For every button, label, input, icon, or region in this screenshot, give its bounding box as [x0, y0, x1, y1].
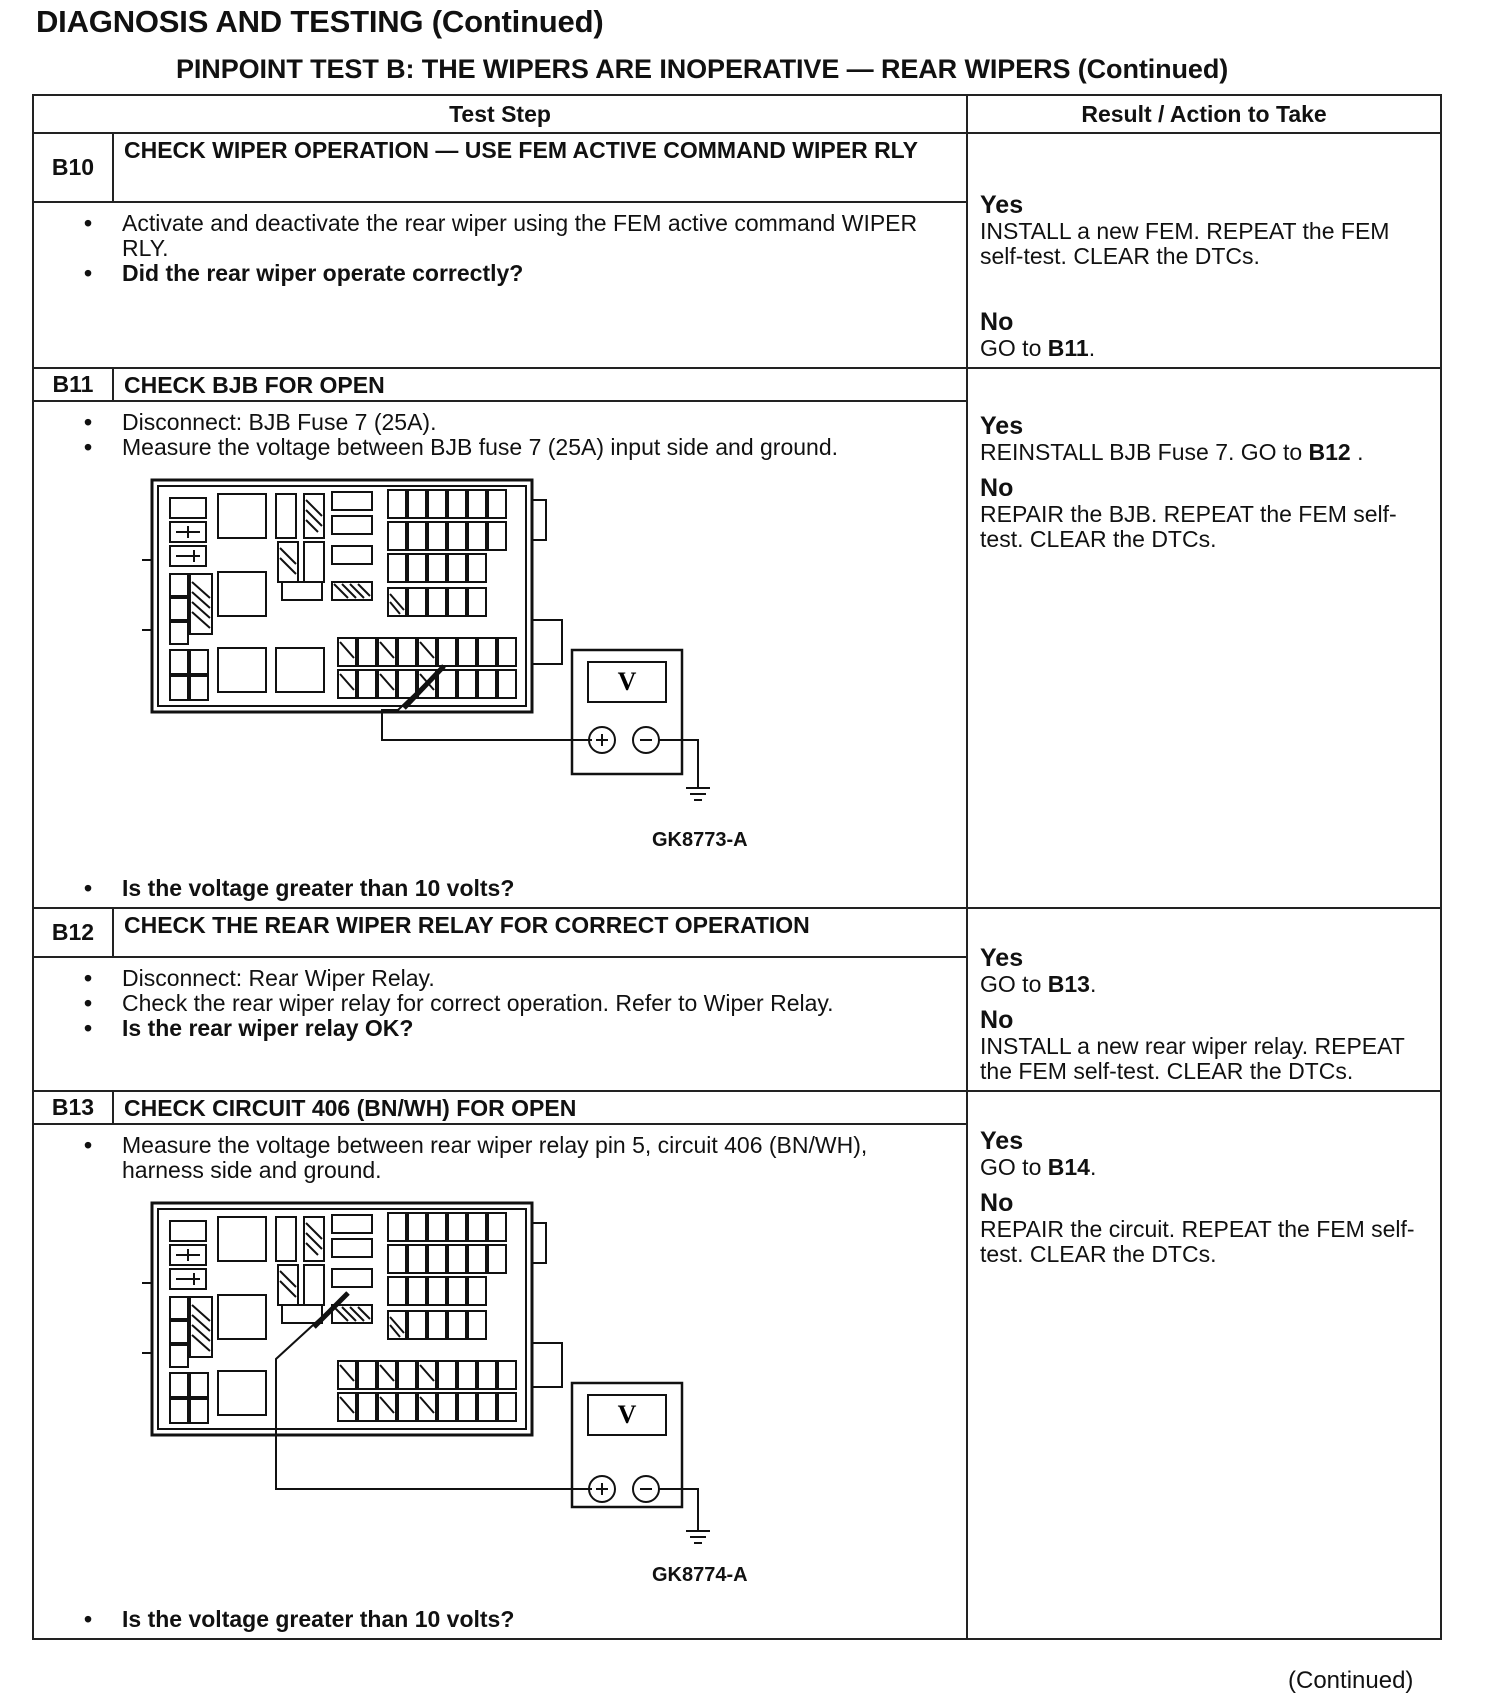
result-header: Result / Action to Take — [967, 95, 1441, 133]
step-result — [967, 133, 1441, 368]
ground-lead — [659, 740, 698, 788]
bjb-fuse-box-diagram — [142, 470, 842, 840]
probe-lead — [382, 666, 592, 740]
step-reference: B11 — [1047, 335, 1089, 361]
step-title: CHECK THE REAR WIPER RELAY FOR CORRECT OPERATION — [113, 908, 967, 957]
list-item: • Is the voltage greater than 10 volts? — [82, 876, 946, 901]
step-b11-title-row — [33, 368, 1441, 401]
fuse-grid — [388, 1213, 506, 1339]
yes-action: REINSTALL BJB Fuse 7. GO to B12 . — [980, 439, 1364, 465]
step-title: CHECK WIPER OPERATION — USE FEM ACTIVE COMMAND WIPER RLY — [113, 133, 967, 202]
step-reference: B14 — [1047, 1154, 1090, 1180]
yes-label: Yes — [980, 191, 1024, 219]
step-result — [967, 1091, 1441, 1639]
fuse-box-figure — [142, 470, 902, 870]
yes-label: Yes — [980, 1127, 1024, 1155]
probe-lead — [276, 1293, 592, 1489]
step-body — [33, 401, 967, 908]
step-id: B10 — [33, 133, 113, 202]
no-label: No — [980, 1189, 1014, 1217]
no-label: No — [980, 308, 1014, 336]
step-id: B13 — [33, 1091, 113, 1124]
list-item: • Measure the voltage between BJB fuse 7 (25A) input side and ground. — [82, 435, 946, 460]
step-b13-title-row — [33, 1091, 1441, 1124]
no-label: No — [980, 474, 1014, 502]
step-body — [33, 957, 967, 1091]
list-item: • Activate and deactivate the rear wiper using the FEM active command WIPER RLY. — [82, 211, 946, 261]
continued-label: (Continued) — [1288, 1667, 1414, 1694]
list-item: • Disconnect: Rear Wiper Relay. — [82, 966, 946, 991]
no-label: No — [980, 1006, 1014, 1034]
ground-lead — [659, 1489, 698, 1531]
bjb-fuse-box-diagram — [142, 1193, 842, 1563]
step-result — [967, 908, 1441, 1091]
step-b10-title-row — [33, 133, 1441, 202]
list-item: • Did the rear wiper operate correctly? — [82, 261, 946, 286]
step-title: CHECK CIRCUIT 406 (BN/WH) FOR OPEN — [113, 1091, 967, 1124]
yes-action: INSTALL a new FEM. REPEAT the FEM self-test. CLEAR the DTCs. — [980, 218, 1390, 269]
no-action: REPAIR the circuit. REPEAT the FEM self-test. CLEAR the DTCs. — [980, 1216, 1415, 1267]
step-result — [967, 368, 1441, 908]
list-item: • Measure the voltage between rear wiper relay pin 5, circuit 406 (BN/WH), harness side and ground. — [82, 1133, 946, 1183]
no-action: GO to B11. — [980, 335, 1096, 361]
yes-label: Yes — [980, 944, 1024, 972]
figure-caption: GK8774-A — [652, 1564, 748, 1586]
no-action: REPAIR the BJB. REPEAT the FEM self-test. CLEAR the DTCs. — [980, 501, 1397, 552]
step-b12-title-row — [33, 908, 1441, 957]
no-action: INSTALL a new rear wiper relay. REPEAT the FEM self-test. CLEAR the DTCs. — [980, 1033, 1405, 1084]
list-item: • Is the rear wiper relay OK? — [82, 1016, 946, 1041]
fuse-box-figure — [142, 1193, 902, 1593]
yes-label: Yes — [980, 412, 1024, 440]
list-item: • Is the voltage greater than 10 volts? — [82, 1607, 946, 1632]
step-id: B11 — [33, 368, 113, 401]
test-step-header: Test Step — [33, 95, 967, 133]
step-reference: B13 — [1047, 971, 1090, 997]
table-title: PINPOINT TEST B: THE WIPERS ARE INOPERATIVE — REAR WIPERS (Continued) — [176, 54, 1229, 84]
step-reference: B12 — [1308, 439, 1351, 465]
list-item: • Check the rear wiper relay for correct operation. Refer to Wiper Relay. — [82, 991, 946, 1016]
meter-label: V — [617, 1400, 637, 1429]
yes-action: GO to B14. — [980, 1154, 1097, 1180]
table-header-row — [33, 95, 1441, 133]
page-title: DIAGNOSIS AND TESTING (Continued) — [36, 4, 604, 39]
step-body — [33, 1124, 967, 1639]
list-item: • Disconnect: BJB Fuse 7 (25A). — [82, 410, 946, 435]
figure-caption: GK8773-A — [652, 829, 748, 851]
pinpoint-test-table — [32, 94, 1442, 1640]
yes-action: GO to B13. — [980, 971, 1097, 997]
step-body — [33, 202, 967, 368]
step-title: CHECK BJB FOR OPEN — [113, 368, 967, 401]
step-id: B12 — [33, 908, 113, 957]
meter-label: V — [617, 667, 637, 696]
fuse-grid — [388, 490, 506, 616]
